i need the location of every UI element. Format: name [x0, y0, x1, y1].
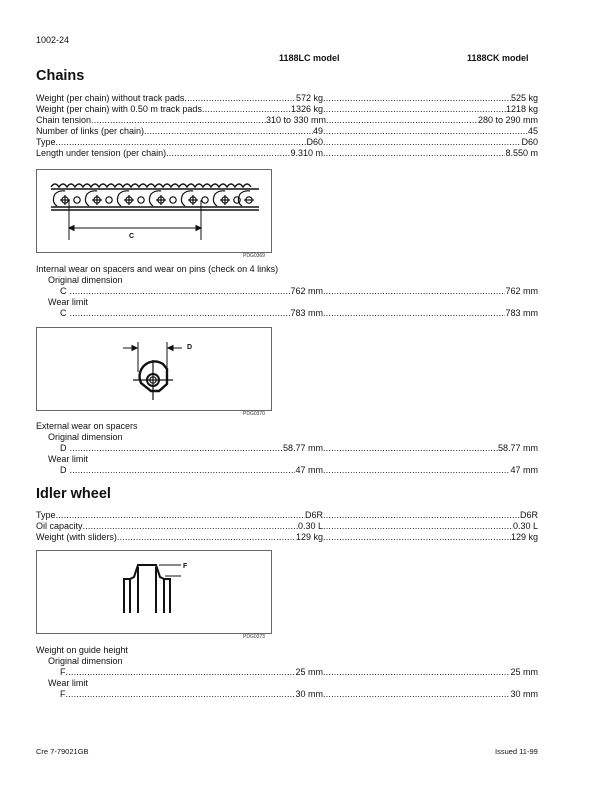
spec-label: D: [60, 465, 67, 475]
spec-value-ck: 129 kg: [510, 532, 538, 542]
spec-value-lc: 762 mm: [290, 286, 323, 296]
spec-value-lc: 310 to 330 mm: [265, 115, 326, 125]
spec-label: Type: [36, 137, 56, 147]
internal-wear-heading: Internal wear on spacers and wear on pins (check on 4 links): [36, 264, 279, 274]
spec-row: [60, 308, 538, 319]
spec-value-ck: 0.30 L: [512, 521, 538, 531]
spec-row: [36, 532, 538, 543]
wear-limit-label: Wear limit: [48, 297, 88, 307]
spec-row: [36, 510, 538, 521]
spec-value-ck: 762 mm: [505, 286, 538, 296]
spec-label: Weight (per chain) with 0.50 m track pads: [36, 104, 202, 114]
spec-value-ck: 47 mm: [510, 465, 538, 475]
spacer-illustration: [37, 328, 271, 410]
dimension-label-f: F: [183, 563, 188, 570]
spec-value-ck: 45: [527, 126, 538, 136]
column-header-1188lc: 1188LC model: [279, 53, 340, 63]
spec-label: F: [60, 667, 66, 677]
spec-value-ck: 1218 kg: [505, 104, 538, 114]
spec-row: [60, 465, 538, 476]
chain-links-illustration: [37, 170, 271, 252]
spec-row: [60, 286, 538, 297]
spec-label: C: [60, 308, 67, 318]
footer-issue-date: Issued 11-99: [495, 747, 538, 756]
spec-label: D: [60, 443, 67, 453]
spec-label: Length under tension (per chain): [36, 148, 167, 158]
spec-value-ck: D6R: [519, 510, 538, 520]
footer-document-code: Cre 7-79021GB: [36, 747, 89, 756]
spec-row: [36, 126, 538, 137]
spec-value-ck: 280 to 290 mm: [477, 115, 538, 125]
spec-value-lc: 49: [312, 126, 323, 136]
spec-label: Chain tension: [36, 115, 92, 125]
figure-code: PDG0369: [243, 253, 265, 259]
spec-row: [60, 667, 538, 678]
figure-idler-guide-diagram: [36, 550, 272, 634]
original-dimension-label: Original dimension: [48, 275, 123, 285]
page-number: 1002-24: [36, 35, 70, 45]
spec-label: Type: [36, 510, 56, 520]
spec-row: [60, 689, 538, 700]
spec-value-lc: D6R: [304, 510, 323, 520]
section-title-idler-wheel: Idler wheel: [36, 486, 111, 502]
section-title-chains: Chains: [36, 68, 85, 84]
spec-value-ck: 58.77 mm: [497, 443, 538, 453]
guide-wear-heading: Weight on guide height: [36, 645, 128, 655]
spec-value-lc: 58.77 mm: [282, 443, 323, 453]
spec-value-lc: 0.30 L: [297, 521, 323, 531]
spec-label: F: [60, 689, 66, 699]
figure-spacer-diagram: [36, 327, 272, 411]
idler-guide-illustration: [37, 551, 271, 633]
spec-row: [36, 148, 538, 159]
spec-row: [36, 137, 538, 148]
spec-value-lc: D60: [306, 137, 323, 147]
spec-value-lc: 25 mm: [295, 667, 323, 677]
spec-value-ck: D60: [521, 137, 538, 147]
spec-label: Number of links (per chain): [36, 126, 145, 136]
spec-value-ck: 8.550 m: [505, 148, 538, 158]
spec-value-ck: 783 mm: [505, 308, 538, 318]
wear-limit-label: Wear limit: [48, 678, 88, 688]
figure-code: PDG0373: [243, 634, 265, 640]
figure-chain-diagram: [36, 169, 272, 253]
figure-code: PDG0370: [243, 411, 265, 417]
spec-row: [36, 93, 538, 104]
spec-label: Oil capacity: [36, 521, 83, 531]
dimension-label-d: D: [187, 344, 193, 351]
spec-value-ck: 525 kg: [510, 93, 538, 103]
spec-label: C: [60, 286, 67, 296]
spec-value-lc: 9.310 m: [290, 148, 323, 158]
spec-value-lc: 129 kg: [295, 532, 323, 542]
original-dimension-label: Original dimension: [48, 432, 123, 442]
wear-limit-label: Wear limit: [48, 454, 88, 464]
spec-value-lc: 783 mm: [290, 308, 323, 318]
spec-value-lc: 1326 kg: [290, 104, 323, 114]
spec-row: [60, 443, 538, 454]
spec-value-lc: 572 kg: [295, 93, 323, 103]
spec-label: Weight (per chain) without track pads: [36, 93, 185, 103]
column-header-1188ck: 1188CK model: [467, 53, 529, 63]
spec-label: Weight (with sliders): [36, 532, 117, 542]
dimension-label-c: C: [129, 233, 135, 240]
external-wear-heading: External wear on spacers: [36, 421, 138, 431]
original-dimension-label: Original dimension: [48, 656, 123, 666]
spec-value-lc: 30 mm: [295, 689, 323, 699]
spec-value-ck: 30 mm: [510, 689, 538, 699]
spec-row: [36, 115, 538, 126]
spec-value-ck: 25 mm: [510, 667, 538, 677]
spec-row: [36, 104, 538, 115]
spec-row: [36, 521, 538, 532]
spec-value-lc: 47 mm: [295, 465, 323, 475]
